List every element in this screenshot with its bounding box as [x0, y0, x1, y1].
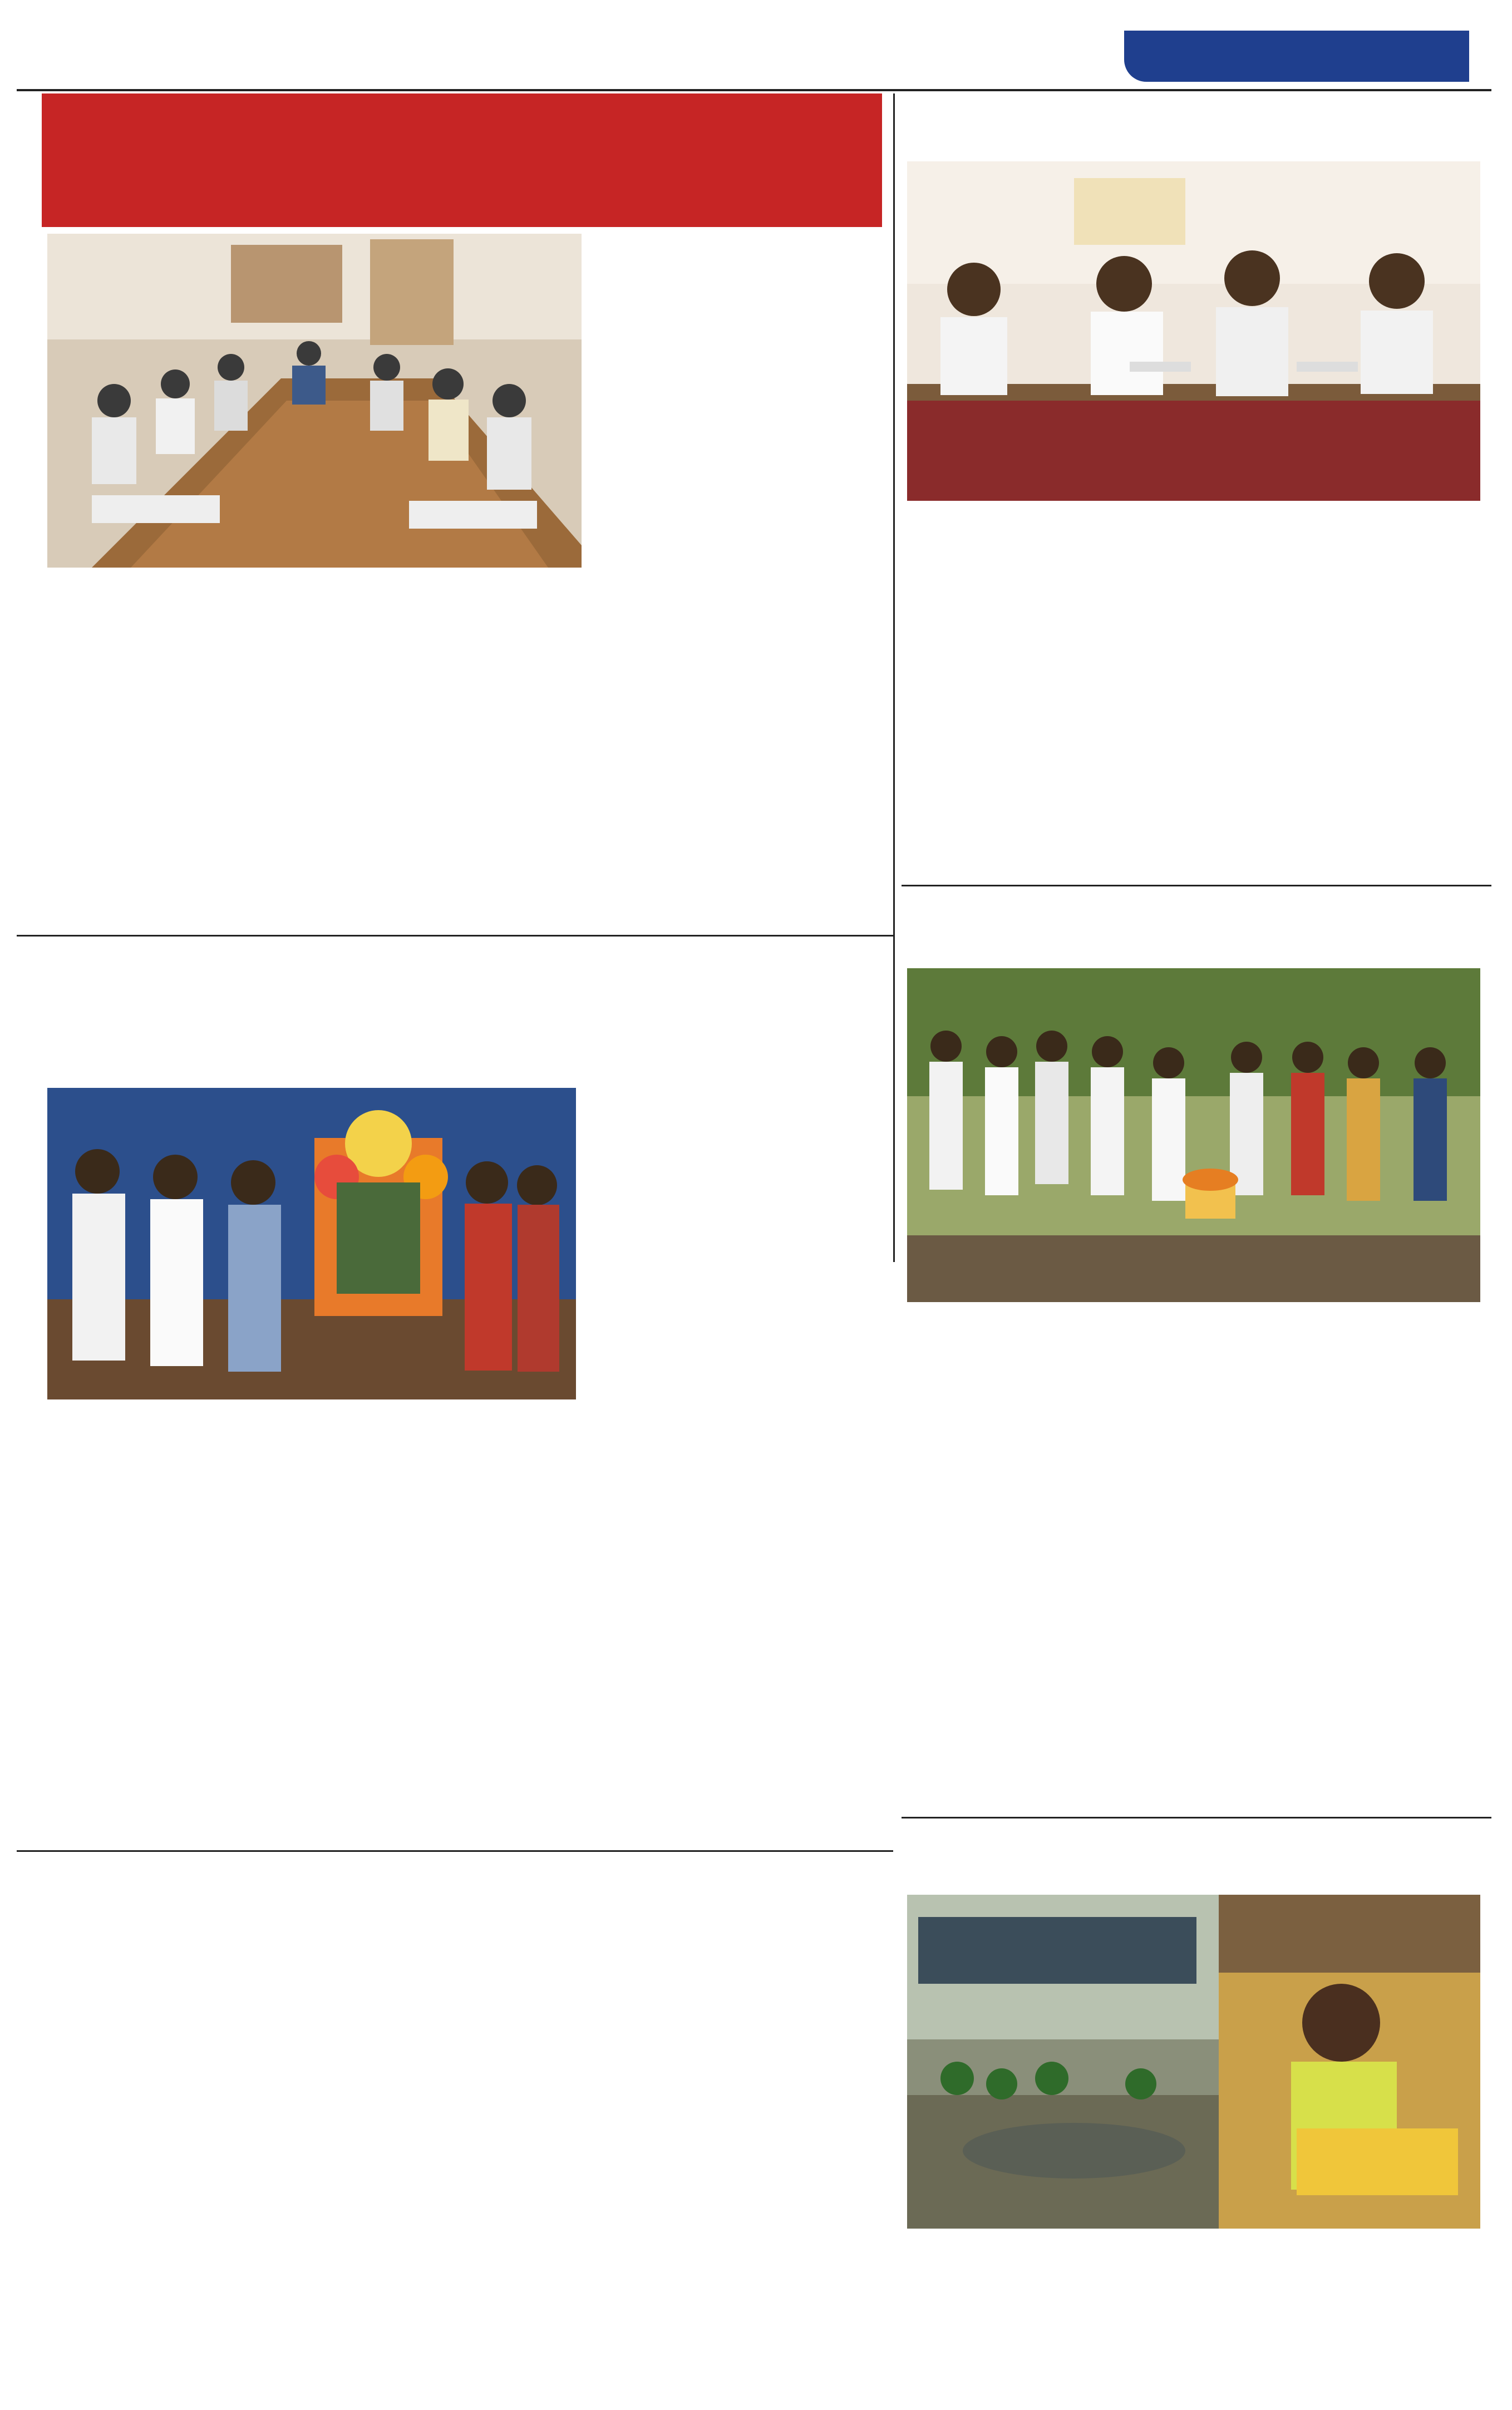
- kittur-body-col1: [47, 1451, 301, 1842]
- divider-right-1: [902, 885, 1491, 886]
- statue-place: [907, 1331, 1130, 1353]
- kittur-headline-line1: [42, 946, 882, 1007]
- market-body-col1: [907, 2280, 1180, 2355]
- toilets-headline: [904, 95, 1483, 161]
- header-rule: [17, 89, 1491, 91]
- dc-place: [47, 595, 270, 618]
- kittur-headline-line2: [42, 1010, 882, 1071]
- theft-headline: [42, 1861, 882, 1928]
- toilets-body-col1: [907, 555, 1180, 878]
- kittur-body-col2: [312, 1405, 576, 1842]
- toilets-byline: [907, 509, 1130, 531]
- statue-ceremony-photo: [907, 968, 1480, 1302]
- page-number: [17, 31, 134, 92]
- kittur-byline: [47, 1405, 270, 1427]
- statue-body-col1: [907, 1354, 1180, 1810]
- column-divider-main: [893, 93, 895, 1262]
- toilets-body-col2: [1191, 509, 1480, 876]
- market-body-col2: [1191, 2234, 1480, 2355]
- market-photo: [907, 1895, 1480, 2229]
- dc-headline: [42, 139, 882, 223]
- date-bar: [1124, 31, 1469, 82]
- toilets-place: [907, 531, 1074, 554]
- theft-body-col3: [590, 1936, 882, 2281]
- statue-body-col2: [1191, 1309, 1480, 1810]
- kittur-portrait-photo: [47, 1088, 576, 1399]
- dc-meeting-photo: [47, 234, 582, 568]
- dc-kicker: [42, 99, 882, 138]
- kittur-body-col3: [590, 1405, 882, 1842]
- divider-left-2: [17, 1850, 893, 1852]
- masthead: [684, 33, 1074, 78]
- dc-body-col1: [47, 619, 301, 924]
- toilets-meeting-photo: [907, 161, 1480, 501]
- divider-right-2: [902, 1817, 1491, 1818]
- kittur-body-col0: [590, 1088, 882, 1399]
- dc-byline: [47, 573, 270, 595]
- market-place: [907, 2256, 1141, 2279]
- statue-headline: [904, 896, 1483, 957]
- dc-body-col2: [312, 573, 582, 924]
- theft-byline: [47, 1936, 270, 1959]
- market-byline: [907, 2234, 1130, 2256]
- theft-body-col1: [47, 1982, 301, 2281]
- theft-place: [47, 1959, 214, 1981]
- market-headline: [904, 1825, 1483, 1886]
- divider-left-1: [17, 935, 893, 937]
- dc-body-col3: [593, 234, 882, 924]
- statue-byline: [907, 1309, 1130, 1331]
- kittur-place: [47, 1427, 270, 1450]
- theft-body-col2: [312, 1936, 576, 2281]
